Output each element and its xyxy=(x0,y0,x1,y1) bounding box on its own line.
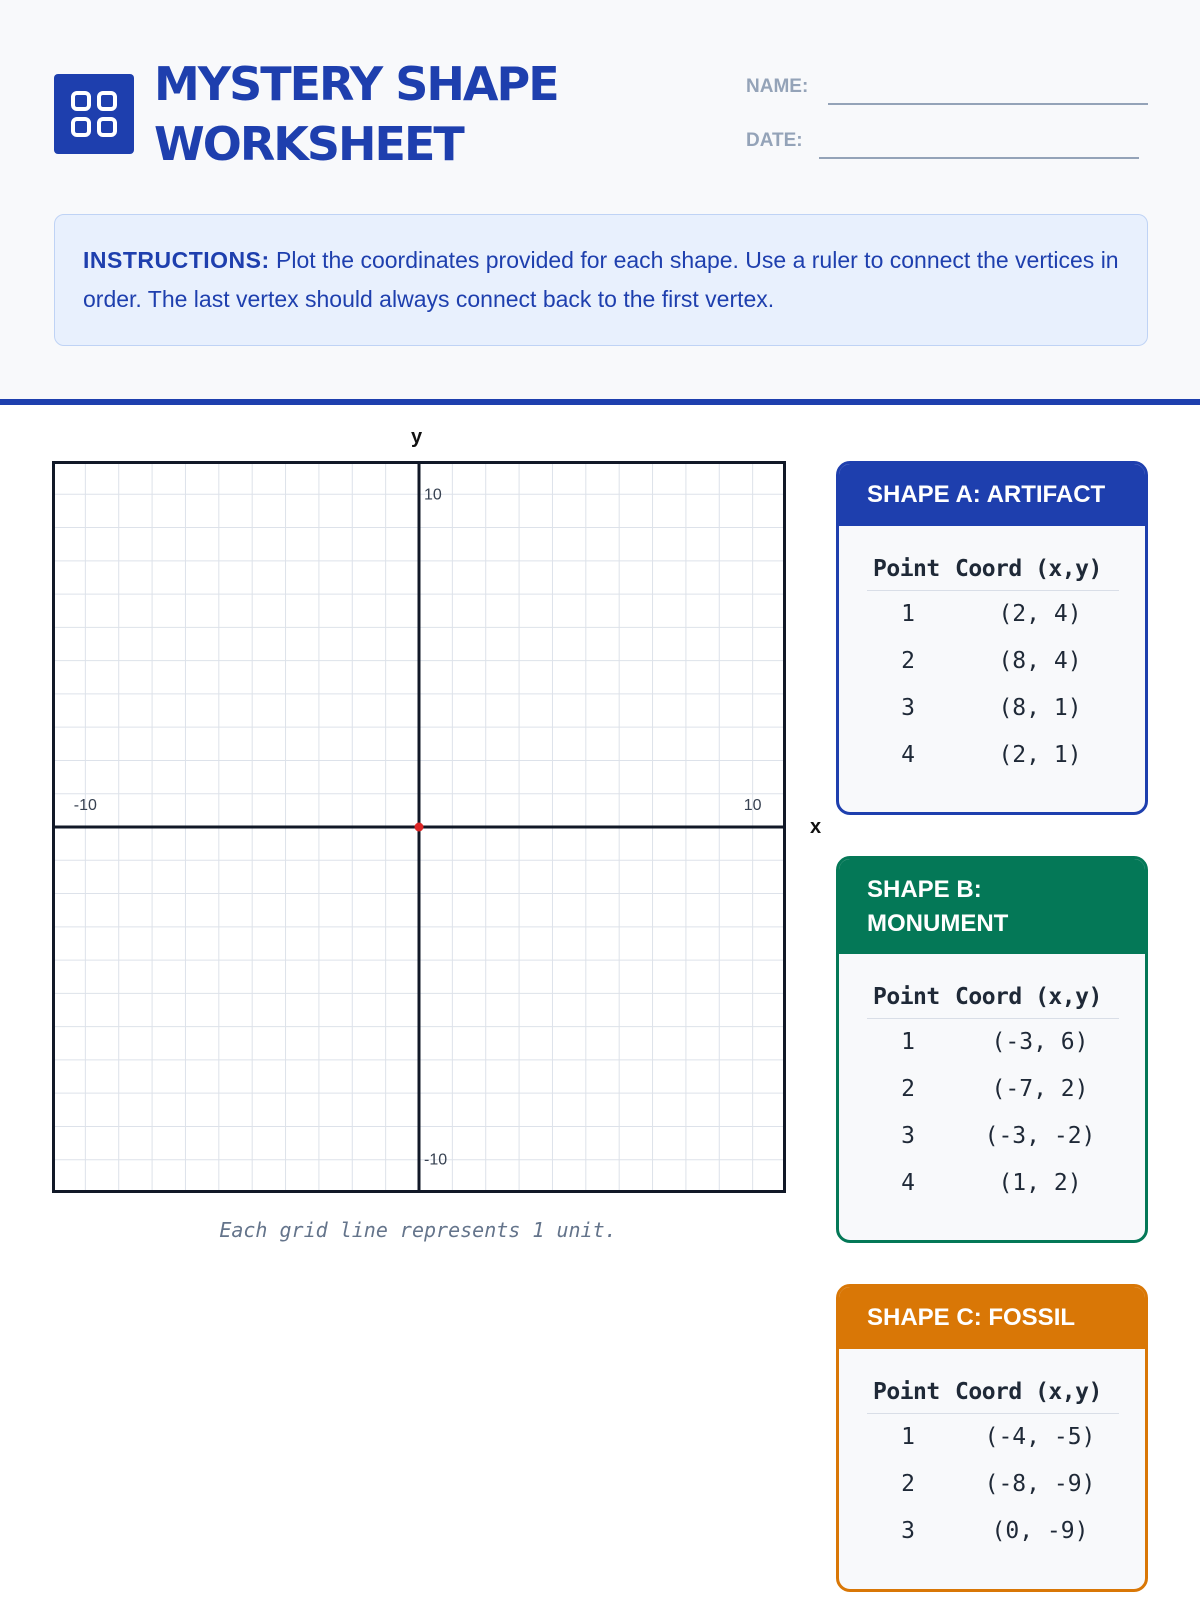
point-coord: (2, 4) xyxy=(998,600,1082,627)
shape-a-card xyxy=(836,461,1148,815)
col-coord-header: Coord (x,y) xyxy=(949,1371,1119,1413)
table-row xyxy=(867,1065,1119,1112)
x-axis-label: x xyxy=(810,816,822,838)
instructions-box xyxy=(54,214,1148,346)
table-row xyxy=(867,1159,1119,1206)
point-coord: (-3, -2) xyxy=(984,1122,1096,1149)
point-coord: (-3, 6) xyxy=(991,1028,1089,1055)
date-label: DATE: xyxy=(746,130,803,151)
point-coord: (8, 4) xyxy=(998,647,1082,674)
point-number: 1 xyxy=(901,600,915,627)
shape-c-title: SHAPE C: FOSSIL xyxy=(839,1287,1145,1349)
shape-b-title: SHAPE B: MONUMENT xyxy=(839,859,1145,954)
title-line-1: MYSTERY SHAPE xyxy=(154,57,558,111)
point-number: 3 xyxy=(901,694,915,721)
grid-caption: Each grid line represents 1 unit. xyxy=(219,1218,617,1242)
col-coord-header: Coord (x,y) xyxy=(949,976,1119,1018)
point-number: 2 xyxy=(901,1075,915,1102)
tick-label-y-bottom: -10 xyxy=(424,1151,448,1169)
col-point-header: Point xyxy=(867,976,949,1018)
point-number: 2 xyxy=(901,1470,915,1497)
point-coord: (1, 2) xyxy=(998,1169,1082,1196)
point-coord: (8, 1) xyxy=(998,694,1082,721)
point-number: 3 xyxy=(901,1517,915,1544)
point-number: 4 xyxy=(901,1169,915,1196)
grid-four-squares-icon xyxy=(70,90,118,138)
point-number: 4 xyxy=(901,741,915,768)
shape-a-table xyxy=(867,548,1119,778)
table-row xyxy=(867,590,1119,637)
col-point-header: Point xyxy=(867,548,949,590)
point-coord: (0, -9) xyxy=(991,1517,1089,1544)
table-row xyxy=(867,1112,1119,1159)
table-row xyxy=(867,1413,1119,1460)
point-coord: (-4, -5) xyxy=(984,1423,1096,1450)
point-number: 3 xyxy=(901,1122,915,1149)
page-title xyxy=(154,54,714,174)
name-field-line[interactable] xyxy=(828,103,1148,105)
table-row xyxy=(867,731,1119,778)
shape-a-title: SHAPE A: ARTIFACT xyxy=(839,464,1145,526)
point-number: 1 xyxy=(901,1423,915,1450)
table-row xyxy=(867,1507,1119,1554)
point-coord: (2, 1) xyxy=(998,741,1082,768)
table-row xyxy=(867,1018,1119,1065)
point-number: 2 xyxy=(901,647,915,674)
title-line-2: WORKSHEET xyxy=(154,117,463,171)
col-coord-header: Coord (x,y) xyxy=(949,548,1119,590)
y-axis-label: y xyxy=(411,426,423,448)
origin-marker xyxy=(415,823,424,832)
worksheet-logo xyxy=(54,74,134,154)
point-coord: (-7, 2) xyxy=(991,1075,1089,1102)
tick-label-y-top: 10 xyxy=(424,486,442,504)
col-point-header: Point xyxy=(867,1371,949,1413)
tick-label-x-right: 10 xyxy=(743,797,762,814)
table-row xyxy=(867,1460,1119,1507)
name-label: NAME: xyxy=(746,76,809,97)
tick-label-x-left: -10 xyxy=(73,797,97,814)
table-row xyxy=(867,684,1119,731)
instructions-label: INSTRUCTIONS: xyxy=(83,247,270,273)
instructions-text: Plot the coordinates provided for each shape. Use a ruler to connect the vertices in order. The last vertex should always connect back to the first vertex. xyxy=(83,247,1119,312)
point-number: 1 xyxy=(901,1028,915,1055)
worksheet-header xyxy=(0,0,1200,405)
point-coord: (-8, -9) xyxy=(984,1470,1096,1497)
shape-b-table xyxy=(867,976,1119,1206)
shape-c-table xyxy=(867,1371,1119,1554)
table-row xyxy=(867,637,1119,684)
date-field-line[interactable] xyxy=(819,157,1139,159)
coordinate-grid[interactable] xyxy=(52,461,786,1193)
shape-b-card xyxy=(836,856,1148,1243)
shape-c-card xyxy=(836,1284,1148,1592)
